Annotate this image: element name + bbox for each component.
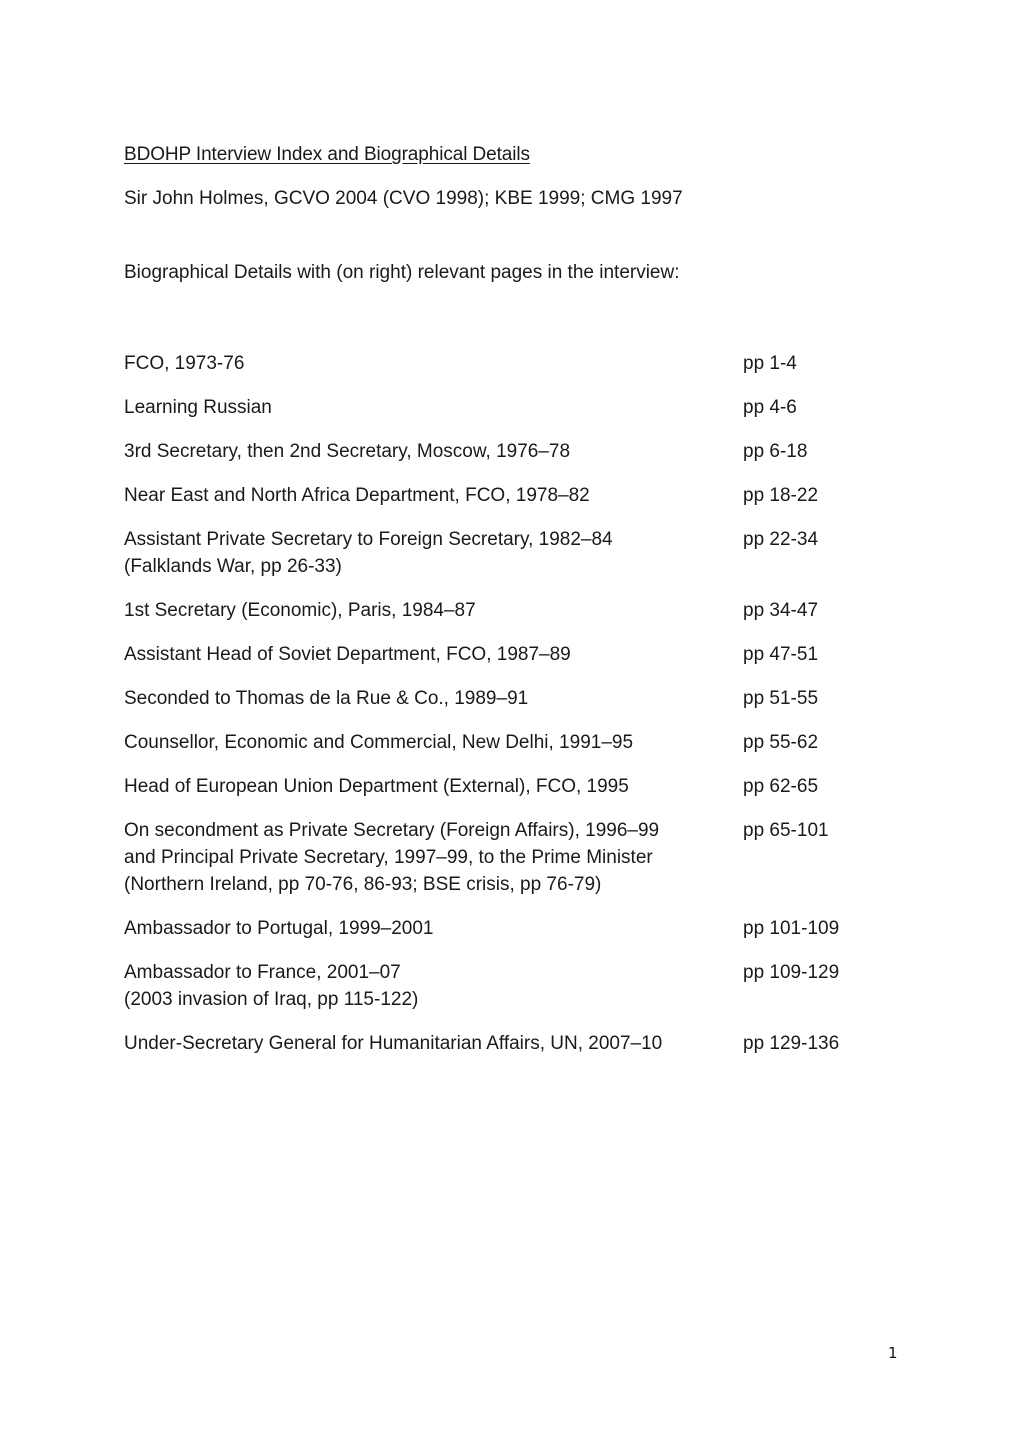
- index-entry: [124, 959, 904, 1013]
- entry-line: Seconded to Thomas de la Rue & Co., 1989–91: [124, 688, 529, 709]
- entry-line: (Northern Ireland, pp 70-76, 86-93; BSE crisis, pp 76-79): [124, 874, 602, 895]
- entry-line: Under-Secretary General for Humanitarian Affairs, UN, 2007–10: [124, 1033, 663, 1054]
- entry-description: [124, 685, 724, 712]
- entry-line: Head of European Union Department (External), FCO, 1995: [124, 776, 629, 797]
- index-entry: [124, 817, 904, 898]
- entry-line: Assistant Private Secretary to Foreign Secretary, 1982–84: [124, 529, 613, 550]
- index-entry: [124, 526, 904, 580]
- index-entry: [124, 773, 904, 800]
- entry-page-range: pp 109-129: [743, 962, 840, 983]
- index-entry: [124, 641, 904, 668]
- entry-description: [124, 394, 724, 421]
- entry-description: [124, 350, 724, 377]
- entry-page-range: pp 62-65: [743, 776, 819, 797]
- entry-page-range: pp 4-6: [743, 397, 797, 418]
- entry-page-range: pp 34-47: [743, 600, 819, 621]
- entry-description: [124, 959, 724, 1013]
- index-entry: [124, 350, 904, 377]
- index-entry: [124, 597, 904, 624]
- entry-description: [124, 438, 724, 465]
- entry-description: [124, 526, 724, 580]
- entry-description: [124, 817, 724, 898]
- entry-line: 3rd Secretary, then 2nd Secretary, Moscow, 1976–78: [124, 441, 571, 462]
- entry-description: [124, 729, 724, 756]
- entry-line: (Falklands War, pp 26-33): [124, 556, 342, 577]
- entry-page-range: pp 55-62: [743, 732, 819, 753]
- page-number: 1: [888, 1344, 898, 1362]
- entry-description: [124, 641, 724, 668]
- entry-line: Learning Russian: [124, 397, 272, 418]
- intro-text: Biographical Details with (on right) relevant pages in the interview:: [124, 262, 680, 283]
- index-entry: [124, 438, 904, 465]
- entry-description: [124, 915, 724, 942]
- index-entry: [124, 685, 904, 712]
- entry-description: [124, 1030, 724, 1057]
- entry-page-range: pp 22-34: [743, 529, 819, 550]
- index-entry: [124, 1030, 904, 1057]
- entry-page-range: pp 65-101: [743, 820, 829, 841]
- entry-line: Counsellor, Economic and Commercial, New Delhi, 1991–95: [124, 732, 634, 753]
- entry-description: [124, 773, 724, 800]
- entry-line: On secondment as Private Secretary (Foreign Affairs), 1996–99: [124, 820, 660, 841]
- entry-page-range: pp 6-18: [743, 441, 808, 462]
- subject-line: Sir John Holmes, GCVO 2004 (CVO 1998); KBE 1999; CMG 1997: [124, 188, 683, 209]
- document-title: BDOHP Interview Index and Biographical Details: [124, 144, 530, 165]
- entry-page-range: pp 129-136: [743, 1033, 840, 1054]
- entry-page-range: pp 47-51: [743, 644, 819, 665]
- entry-description: [124, 482, 724, 509]
- index-entry: [124, 482, 904, 509]
- entry-line: FCO, 1973-76: [124, 353, 245, 374]
- entry-line: Near East and North Africa Department, FCO, 1978–82: [124, 485, 590, 506]
- entry-line: Ambassador to France, 2001–07: [124, 962, 401, 983]
- entry-line: Ambassador to Portugal, 1999–2001: [124, 918, 434, 939]
- entry-description: [124, 597, 724, 624]
- index-entry: [124, 915, 904, 942]
- index-entry: [124, 729, 904, 756]
- entry-page-range: pp 18-22: [743, 485, 819, 506]
- entry-line: and Principal Private Secretary, 1997–99, to the Prime Minister: [124, 847, 653, 868]
- index-entry: [124, 394, 904, 421]
- entry-line: 1st Secretary (Economic), Paris, 1984–87: [124, 600, 476, 621]
- entry-page-range: pp 101-109: [743, 918, 840, 939]
- biography-index-list: [124, 350, 904, 1074]
- entry-line: Assistant Head of Soviet Department, FCO, 1987–89: [124, 644, 571, 665]
- entry-page-range: pp 51-55: [743, 688, 819, 709]
- entry-page-range: pp 1-4: [743, 353, 797, 374]
- entry-line: (2003 invasion of Iraq, pp 115-122): [124, 989, 419, 1010]
